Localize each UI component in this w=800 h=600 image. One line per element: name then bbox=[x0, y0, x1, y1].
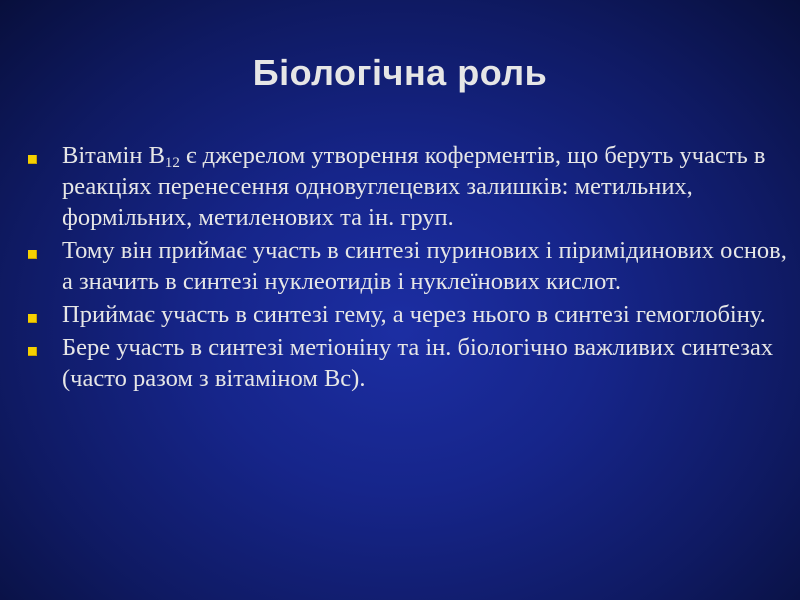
bullet-text-prefix: Вітамін B bbox=[62, 142, 165, 169]
bullet-square-icon bbox=[28, 155, 37, 164]
bullet-item bbox=[28, 235, 788, 297]
bullet-item bbox=[28, 140, 788, 233]
slide-title: Біологічна роль bbox=[252, 52, 548, 93]
bullet-square-icon bbox=[28, 314, 37, 323]
bullet-square-icon bbox=[28, 347, 37, 356]
bullet-text: є джерелом утворення коферментів, що беруть участь в реакціях перенесення одновуглецевих залишків: метильних, формільних, метиленових та ін. груп. bbox=[62, 142, 766, 231]
bullet-text: Приймає участь в синтезі гему, а через нього в синтезі гемоглобіну. bbox=[62, 301, 766, 328]
bullet-text: Тому він приймає участь в синтезі пуринових і піримідинових основ, а значить в синтезі нуклеотидів і нуклеїнових кислот. bbox=[62, 237, 787, 295]
bullet-list bbox=[28, 140, 788, 396]
bullet-item bbox=[28, 332, 788, 394]
bullet-item bbox=[28, 299, 788, 330]
bullet-text-subscript: 12 bbox=[164, 155, 180, 171]
bullet-square-icon bbox=[28, 250, 37, 259]
bullet-text: Бере участь в синтезі метіоніну та ін. біологічно важливих синтезах (часто разом з вітаміном Bc). bbox=[62, 334, 774, 392]
